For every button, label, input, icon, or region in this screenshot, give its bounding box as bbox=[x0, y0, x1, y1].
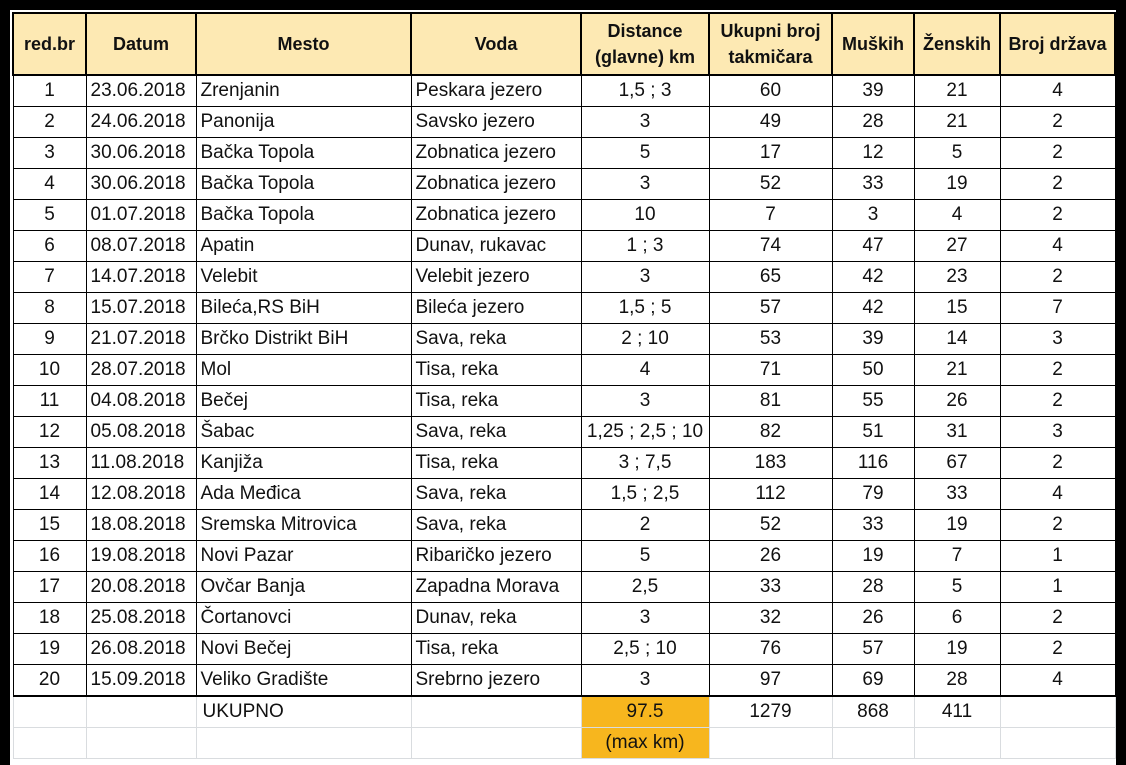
table-row bbox=[13, 262, 1115, 293]
empty-cell[interactable] bbox=[86, 728, 196, 759]
cell-mesto[interactable]: Novi Bečej bbox=[196, 634, 411, 665]
cell-zenskih[interactable]: 33 bbox=[914, 479, 1000, 510]
cell-broj-drzava[interactable]: 4 bbox=[1000, 479, 1115, 510]
header-datum[interactable]: Datum bbox=[86, 13, 196, 75]
cell-mesto[interactable]: Brčko Distrikt BiH bbox=[196, 324, 411, 355]
empty-cell[interactable] bbox=[13, 696, 86, 728]
cell-datum[interactable]: 20.08.2018 bbox=[86, 572, 196, 603]
cell-datum[interactable]: 01.07.2018 bbox=[86, 200, 196, 231]
table-row bbox=[13, 386, 1115, 417]
header-distance[interactable] bbox=[581, 13, 709, 75]
header-broj-drzava[interactable]: Broj država bbox=[1000, 13, 1115, 75]
cell-zenskih[interactable]: 19 bbox=[914, 169, 1000, 200]
header-red-br[interactable]: red.br bbox=[13, 13, 86, 75]
header-zenskih[interactable]: Ženskih bbox=[914, 13, 1000, 75]
cell-voda[interactable]: Zobnatica jezero bbox=[411, 138, 581, 169]
totals-ukupno[interactable]: 1279 bbox=[709, 696, 832, 728]
cell-mesto[interactable]: Panonija bbox=[196, 107, 411, 138]
cell-distance[interactable]: 2,5 ; 10 bbox=[581, 634, 709, 665]
cell-distance[interactable]: 4 bbox=[581, 355, 709, 386]
table-row bbox=[13, 107, 1115, 138]
cell-muskih[interactable]: 42 bbox=[832, 293, 914, 324]
cell-red-br[interactable]: 19 bbox=[13, 634, 86, 665]
cell-distance[interactable]: 3 bbox=[581, 169, 709, 200]
cell-datum[interactable]: 15.09.2018 bbox=[86, 665, 196, 697]
cell-mesto[interactable]: Mol bbox=[196, 355, 411, 386]
cell-red-br[interactable]: 14 bbox=[13, 479, 86, 510]
cell-datum[interactable]: 30.06.2018 bbox=[86, 169, 196, 200]
cell-red-br[interactable]: 9 bbox=[13, 324, 86, 355]
cell-distance[interactable]: 3 bbox=[581, 603, 709, 634]
cell-distance[interactable]: 1,5 ; 2,5 bbox=[581, 479, 709, 510]
cell-ukupno[interactable]: 57 bbox=[709, 293, 832, 324]
table-row bbox=[13, 510, 1115, 541]
empty-cell[interactable] bbox=[832, 728, 914, 759]
cell-voda[interactable]: Sava, reka bbox=[411, 324, 581, 355]
cell-datum[interactable]: 26.08.2018 bbox=[86, 634, 196, 665]
cell-datum[interactable]: 24.06.2018 bbox=[86, 107, 196, 138]
table-row bbox=[13, 448, 1115, 479]
cell-voda[interactable]: Tisa, reka bbox=[411, 448, 581, 479]
totals-row bbox=[13, 696, 1115, 728]
cell-broj-drzava[interactable]: 4 bbox=[1000, 75, 1115, 107]
empty-cell[interactable] bbox=[411, 696, 581, 728]
totals-zenskih[interactable]: 411 bbox=[914, 696, 1000, 728]
empty-cell[interactable] bbox=[1000, 696, 1115, 728]
cell-voda[interactable]: Sava, reka bbox=[411, 417, 581, 448]
cell-distance[interactable]: 1 ; 3 bbox=[581, 231, 709, 262]
cell-voda[interactable]: Srebrno jezero bbox=[411, 665, 581, 697]
cell-voda[interactable]: Ribaričko jezero bbox=[411, 541, 581, 572]
cell-red-br[interactable]: 3 bbox=[13, 138, 86, 169]
cell-voda[interactable]: Peskara jezero bbox=[411, 75, 581, 107]
cell-red-br[interactable]: 2 bbox=[13, 107, 86, 138]
cell-voda[interactable]: Dunav, rukavac bbox=[411, 231, 581, 262]
totals-label[interactable]: UKUPNO bbox=[196, 696, 411, 728]
cell-zenskih[interactable]: 15 bbox=[914, 293, 1000, 324]
cell-muskih[interactable]: 69 bbox=[832, 665, 914, 697]
cell-muskih[interactable]: 51 bbox=[832, 417, 914, 448]
cell-voda[interactable]: Savsko jezero bbox=[411, 107, 581, 138]
table-row bbox=[13, 541, 1115, 572]
table-row bbox=[13, 665, 1115, 697]
cell-mesto[interactable]: Bečej bbox=[196, 386, 411, 417]
cell-zenskih[interactable]: 6 bbox=[914, 603, 1000, 634]
cell-ukupno[interactable]: 65 bbox=[709, 262, 832, 293]
cell-red-br[interactable]: 18 bbox=[13, 603, 86, 634]
cell-mesto[interactable]: Apatin bbox=[196, 231, 411, 262]
cell-zenskih[interactable]: 21 bbox=[914, 75, 1000, 107]
cell-zenskih[interactable]: 7 bbox=[914, 541, 1000, 572]
header-distance-line1: Distance bbox=[607, 21, 683, 41]
cell-zenskih[interactable]: 21 bbox=[914, 355, 1000, 386]
header-ukupni-line1: Ukupni broj bbox=[720, 21, 821, 41]
cell-red-br[interactable]: 12 bbox=[13, 417, 86, 448]
cell-red-br[interactable]: 13 bbox=[13, 448, 86, 479]
cell-mesto[interactable]: Bačka Topola bbox=[196, 138, 411, 169]
cell-distance[interactable]: 10 bbox=[581, 200, 709, 231]
cell-ukupno[interactable]: 17 bbox=[709, 138, 832, 169]
cell-datum[interactable]: 23.06.2018 bbox=[86, 75, 196, 107]
table-row bbox=[13, 572, 1115, 603]
table-row bbox=[13, 479, 1115, 510]
cell-muskih[interactable]: 28 bbox=[832, 572, 914, 603]
cell-datum[interactable]: 04.08.2018 bbox=[86, 386, 196, 417]
totals-distance[interactable]: 97.5 bbox=[581, 696, 709, 728]
cell-datum[interactable]: 18.08.2018 bbox=[86, 510, 196, 541]
cell-ukupno[interactable]: 82 bbox=[709, 417, 832, 448]
cell-red-br[interactable]: 1 bbox=[13, 75, 86, 107]
header-ukupni-broj[interactable] bbox=[709, 13, 832, 75]
cell-distance[interactable]: 2,5 bbox=[581, 572, 709, 603]
cell-distance[interactable]: 2 ; 10 bbox=[581, 324, 709, 355]
cell-broj-drzava[interactable]: 2 bbox=[1000, 262, 1115, 293]
cell-datum[interactable]: 14.07.2018 bbox=[86, 262, 196, 293]
cell-ukupno[interactable]: 183 bbox=[709, 448, 832, 479]
cell-mesto[interactable]: Ovčar Banja bbox=[196, 572, 411, 603]
table-row bbox=[13, 138, 1115, 169]
cell-red-br[interactable]: 5 bbox=[13, 200, 86, 231]
cell-ukupno[interactable]: 7 bbox=[709, 200, 832, 231]
totals-distance-note[interactable]: (max km) bbox=[581, 728, 709, 759]
cell-muskih[interactable]: 79 bbox=[832, 479, 914, 510]
cell-ukupno[interactable]: 52 bbox=[709, 169, 832, 200]
cell-muskih[interactable]: 33 bbox=[832, 510, 914, 541]
cell-distance[interactable]: 1,5 ; 5 bbox=[581, 293, 709, 324]
cell-red-br[interactable]: 16 bbox=[13, 541, 86, 572]
cell-mesto[interactable]: Čortanovci bbox=[196, 603, 411, 634]
cell-voda[interactable]: Zapadna Morava bbox=[411, 572, 581, 603]
cell-zenskih[interactable]: 19 bbox=[914, 634, 1000, 665]
cell-broj-drzava[interactable]: 2 bbox=[1000, 634, 1115, 665]
cell-broj-drzava[interactable]: 4 bbox=[1000, 665, 1115, 697]
cell-ukupno[interactable]: 60 bbox=[709, 75, 832, 107]
cell-voda[interactable]: Bileća jezero bbox=[411, 293, 581, 324]
empty-cell[interactable] bbox=[13, 728, 86, 759]
cell-muskih[interactable]: 19 bbox=[832, 541, 914, 572]
cell-red-br[interactable]: 10 bbox=[13, 355, 86, 386]
cell-voda[interactable]: Tisa, reka bbox=[411, 386, 581, 417]
cell-distance[interactable]: 3 bbox=[581, 665, 709, 697]
cell-mesto[interactable]: Bačka Topola bbox=[196, 169, 411, 200]
cell-distance[interactable]: 1,25 ; 2,5 ; 10 bbox=[581, 417, 709, 448]
cell-broj-drzava[interactable]: 2 bbox=[1000, 355, 1115, 386]
cell-muskih[interactable]: 57 bbox=[832, 634, 914, 665]
cell-red-br[interactable]: 6 bbox=[13, 231, 86, 262]
header-distance-line2: (glavne) km bbox=[594, 47, 696, 67]
empty-cell[interactable] bbox=[1000, 728, 1115, 759]
cell-ukupno[interactable]: 97 bbox=[709, 665, 832, 697]
cell-datum[interactable]: 30.06.2018 bbox=[86, 138, 196, 169]
cell-ukupno[interactable]: 26 bbox=[709, 541, 832, 572]
table-row bbox=[13, 293, 1115, 324]
table-row bbox=[13, 169, 1115, 200]
cell-mesto[interactable]: Bačka Topola bbox=[196, 200, 411, 231]
cell-mesto[interactable]: Kanjiža bbox=[196, 448, 411, 479]
cell-broj-drzava[interactable]: 2 bbox=[1000, 386, 1115, 417]
cell-broj-drzava[interactable]: 2 bbox=[1000, 138, 1115, 169]
cell-voda[interactable]: Tisa, reka bbox=[411, 634, 581, 665]
cell-muskih[interactable]: 12 bbox=[832, 138, 914, 169]
header-voda[interactable]: Voda bbox=[411, 13, 581, 75]
cell-broj-drzava[interactable]: 3 bbox=[1000, 417, 1115, 448]
cell-zenskih[interactable]: 19 bbox=[914, 510, 1000, 541]
cell-ukupno[interactable]: 76 bbox=[709, 634, 832, 665]
totals-note-row bbox=[13, 728, 1115, 759]
cell-muskih[interactable]: 42 bbox=[832, 262, 914, 293]
cell-broj-drzava[interactable]: 7 bbox=[1000, 293, 1115, 324]
cell-muskih[interactable]: 39 bbox=[832, 324, 914, 355]
cell-zenskih[interactable]: 21 bbox=[914, 107, 1000, 138]
cell-broj-drzava[interactable]: 2 bbox=[1000, 200, 1115, 231]
cell-datum[interactable]: 21.07.2018 bbox=[86, 324, 196, 355]
cell-ukupno[interactable]: 74 bbox=[709, 231, 832, 262]
cell-ukupno[interactable]: 71 bbox=[709, 355, 832, 386]
cell-zenskih[interactable]: 14 bbox=[914, 324, 1000, 355]
cell-mesto[interactable]: Ada Međica bbox=[196, 479, 411, 510]
cell-mesto[interactable]: Veliko Gradište bbox=[196, 665, 411, 697]
data-rows bbox=[13, 75, 1115, 696]
cell-red-br[interactable]: 15 bbox=[13, 510, 86, 541]
cell-ukupno[interactable]: 49 bbox=[709, 107, 832, 138]
table-row bbox=[13, 324, 1115, 355]
cell-distance[interactable]: 1,5 ; 3 bbox=[581, 75, 709, 107]
empty-cell[interactable] bbox=[86, 696, 196, 728]
cell-ukupno[interactable]: 32 bbox=[709, 603, 832, 634]
cell-muskih[interactable]: 3 bbox=[832, 200, 914, 231]
cell-muskih[interactable]: 39 bbox=[832, 75, 914, 107]
cell-broj-drzava[interactable]: 2 bbox=[1000, 107, 1115, 138]
table-row bbox=[13, 634, 1115, 665]
cell-broj-drzava[interactable]: 1 bbox=[1000, 541, 1115, 572]
cell-red-br[interactable]: 11 bbox=[13, 386, 86, 417]
table-row bbox=[13, 231, 1115, 262]
cell-muskih[interactable]: 33 bbox=[832, 169, 914, 200]
empty-cell[interactable] bbox=[914, 728, 1000, 759]
cell-zenskih[interactable]: 4 bbox=[914, 200, 1000, 231]
cell-muskih[interactable]: 55 bbox=[832, 386, 914, 417]
cell-datum[interactable]: 15.07.2018 bbox=[86, 293, 196, 324]
header-ukupni-line2: takmičara bbox=[728, 47, 813, 67]
cell-datum[interactable]: 28.07.2018 bbox=[86, 355, 196, 386]
cell-voda[interactable]: Zobnatica jezero bbox=[411, 169, 581, 200]
empty-cell[interactable] bbox=[196, 728, 411, 759]
cell-voda[interactable]: Velebit jezero bbox=[411, 262, 581, 293]
table-row bbox=[13, 200, 1115, 231]
cell-datum[interactable]: 19.08.2018 bbox=[86, 541, 196, 572]
cell-zenskih[interactable]: 5 bbox=[914, 572, 1000, 603]
cell-voda[interactable]: Zobnatica jezero bbox=[411, 200, 581, 231]
cell-broj-drzava[interactable]: 2 bbox=[1000, 448, 1115, 479]
empty-cell[interactable] bbox=[411, 728, 581, 759]
cell-distance[interactable]: 5 bbox=[581, 541, 709, 572]
cell-datum[interactable]: 08.07.2018 bbox=[86, 231, 196, 262]
cell-mesto[interactable]: Šabac bbox=[196, 417, 411, 448]
cell-muskih[interactable]: 28 bbox=[832, 107, 914, 138]
cell-distance[interactable]: 3 bbox=[581, 386, 709, 417]
cell-voda[interactable]: Sava, reka bbox=[411, 479, 581, 510]
header-row bbox=[13, 13, 1115, 75]
cell-ukupno[interactable]: 81 bbox=[709, 386, 832, 417]
cell-muskih[interactable]: 26 bbox=[832, 603, 914, 634]
cell-muskih[interactable]: 47 bbox=[832, 231, 914, 262]
cell-broj-drzava[interactable]: 3 bbox=[1000, 324, 1115, 355]
cell-broj-drzava[interactable]: 2 bbox=[1000, 510, 1115, 541]
cell-ukupno[interactable]: 112 bbox=[709, 479, 832, 510]
cell-muskih[interactable]: 50 bbox=[832, 355, 914, 386]
cell-red-br[interactable]: 8 bbox=[13, 293, 86, 324]
table-row bbox=[13, 603, 1115, 634]
cell-voda[interactable]: Sava, reka bbox=[411, 510, 581, 541]
cell-zenskih[interactable]: 28 bbox=[914, 665, 1000, 697]
cell-broj-drzava[interactable]: 1 bbox=[1000, 572, 1115, 603]
cell-ukupno[interactable]: 33 bbox=[709, 572, 832, 603]
header-muskih[interactable]: Muških bbox=[832, 13, 914, 75]
cell-ukupno[interactable]: 52 bbox=[709, 510, 832, 541]
header-mesto[interactable]: Mesto bbox=[196, 13, 411, 75]
cell-mesto[interactable]: Zrenjanin bbox=[196, 75, 411, 107]
cell-ukupno[interactable]: 53 bbox=[709, 324, 832, 355]
cell-datum[interactable]: 05.08.2018 bbox=[86, 417, 196, 448]
cell-voda[interactable]: Tisa, reka bbox=[411, 355, 581, 386]
table-row bbox=[13, 355, 1115, 386]
cell-zenskih[interactable]: 23 bbox=[914, 262, 1000, 293]
cell-broj-drzava[interactable]: 4 bbox=[1000, 231, 1115, 262]
cell-zenskih[interactable]: 27 bbox=[914, 231, 1000, 262]
totals-muskih[interactable]: 868 bbox=[832, 696, 914, 728]
cell-distance[interactable]: 3 ; 7,5 bbox=[581, 448, 709, 479]
cell-voda[interactable]: Dunav, reka bbox=[411, 603, 581, 634]
cell-distance[interactable]: 2 bbox=[581, 510, 709, 541]
cell-zenskih[interactable]: 5 bbox=[914, 138, 1000, 169]
cell-distance[interactable]: 5 bbox=[581, 138, 709, 169]
empty-cell[interactable] bbox=[709, 728, 832, 759]
cell-muskih[interactable]: 116 bbox=[832, 448, 914, 479]
cell-mesto[interactable]: Velebit bbox=[196, 262, 411, 293]
cell-zenskih[interactable]: 26 bbox=[914, 386, 1000, 417]
totals-section bbox=[13, 696, 1115, 759]
cell-red-br[interactable]: 4 bbox=[13, 169, 86, 200]
cell-zenskih[interactable]: 31 bbox=[914, 417, 1000, 448]
results-table bbox=[12, 12, 1116, 759]
cell-distance[interactable]: 3 bbox=[581, 107, 709, 138]
cell-red-br[interactable]: 7 bbox=[13, 262, 86, 293]
spreadsheet-view bbox=[10, 10, 1116, 765]
cell-datum[interactable]: 11.08.2018 bbox=[86, 448, 196, 479]
cell-distance[interactable]: 3 bbox=[581, 262, 709, 293]
cell-broj-drzava[interactable]: 2 bbox=[1000, 169, 1115, 200]
cell-broj-drzava[interactable]: 2 bbox=[1000, 603, 1115, 634]
cell-datum[interactable]: 25.08.2018 bbox=[86, 603, 196, 634]
table-row bbox=[13, 75, 1115, 107]
cell-red-br[interactable]: 17 bbox=[13, 572, 86, 603]
cell-mesto[interactable]: Bileća,RS BiH bbox=[196, 293, 411, 324]
cell-red-br[interactable]: 20 bbox=[13, 665, 86, 697]
cell-mesto[interactable]: Sremska Mitrovica bbox=[196, 510, 411, 541]
cell-datum[interactable]: 12.08.2018 bbox=[86, 479, 196, 510]
table-row bbox=[13, 417, 1115, 448]
cell-zenskih[interactable]: 67 bbox=[914, 448, 1000, 479]
cell-mesto[interactable]: Novi Pazar bbox=[196, 541, 411, 572]
